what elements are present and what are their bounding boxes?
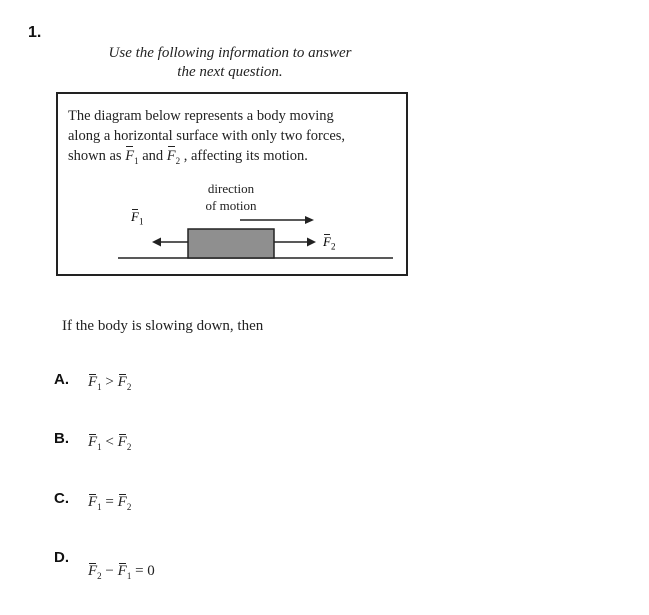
force-f1-label: $F_1$ <box>131 209 144 227</box>
question-number: 1. <box>28 24 42 41</box>
vector-f1: $F_1$ <box>125 148 139 166</box>
force-f2-label: $F_2$ <box>323 234 336 252</box>
vector-f2: $F_2$ <box>166 148 181 166</box>
force-f1-arrow-icon <box>152 238 188 247</box>
info-line-3: shown as $F_1$ and $F_2$ , affecting its motion. <box>68 148 308 166</box>
intro-text <box>60 44 400 82</box>
direction-of-motion-label: direction of motion <box>205 181 257 213</box>
motion-arrow-icon <box>240 216 314 224</box>
option-c-expression[interactable]: $F_1 = F_2$ <box>88 494 132 512</box>
option-d-expression[interactable]: $F_2 - F_1 = 0$ <box>88 563 155 581</box>
force-diagram <box>108 212 398 262</box>
option-a-letter[interactable]: A. <box>54 371 69 388</box>
option-c-letter[interactable]: C. <box>54 490 69 507</box>
option-d-letter[interactable]: D. <box>54 549 69 566</box>
intro-line-2: the next question. <box>177 64 283 80</box>
question-prompt: If the body is slowing down, then <box>62 318 264 334</box>
info-line-1: The diagram below represents a body moving <box>68 108 334 124</box>
option-a-expression[interactable]: $F_1 > F_2$ <box>88 374 132 392</box>
moving-body <box>188 229 274 258</box>
option-b-expression[interactable]: $F_1 < F_2$ <box>88 434 132 452</box>
info-box <box>56 92 408 276</box>
option-b-letter[interactable]: B. <box>54 430 69 447</box>
intro-line-1: Use the following information to answer <box>108 45 352 61</box>
force-f2-arrow-icon <box>274 238 316 247</box>
info-box-text <box>68 106 403 171</box>
info-line-2: along a horizontal surface with only two forces, <box>68 128 346 144</box>
